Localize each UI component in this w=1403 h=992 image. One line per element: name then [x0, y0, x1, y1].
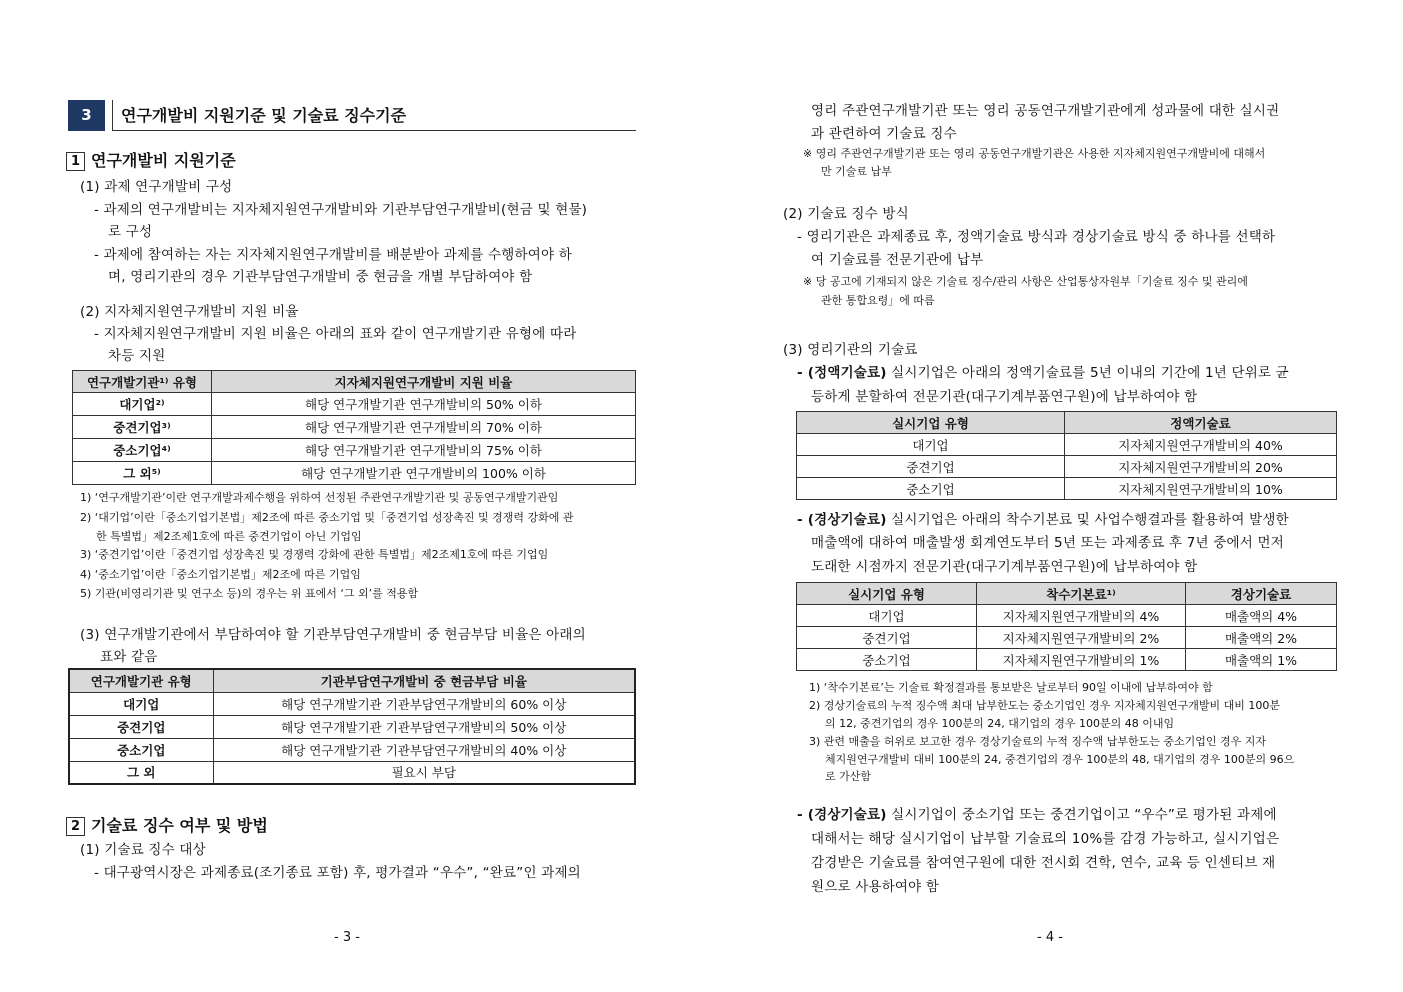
- p1-heading: (1) 과제 연구개발비 구성: [80, 179, 233, 195]
- table-cell: 해당 연구개발기관 연구개발비의 75% 이하: [212, 439, 636, 462]
- table-header: 지자체지원연구개발비 지원 비율: [212, 371, 636, 393]
- p3-line-2: 표와 같음: [100, 649, 158, 665]
- note: 관한 통합요령」에 따름: [821, 294, 935, 307]
- r-p5-line-2: 대해서는 해당 실시기업이 납부할 기술료의 10%를 감경 가능하고, 실시기업은: [811, 831, 1280, 847]
- cont-line-2: 과 관련하여 기술료 징수: [811, 126, 957, 142]
- table-cell: 그 외⁵⁾: [73, 462, 212, 485]
- table-header: 정액기술료: [1065, 412, 1337, 434]
- table-cell: 해당 연구개발기관 기관부담연구개발비의 50% 이상: [213, 715, 635, 738]
- r-p5-line-1: [797, 803, 1277, 823]
- table-cell: 대기업: [797, 605, 977, 627]
- running-royalty-label: - (경상기술료): [797, 512, 887, 528]
- table-cell: 매출액의 2%: [1186, 627, 1337, 649]
- note: ※ 영리 주관연구개발기관 또는 영리 공동연구개발기관은 사용한 지자체지원연구개발비에 대해서: [803, 147, 1266, 160]
- table-cell: 해당 연구개발기관 기관부담연구개발비의 40% 이상: [213, 738, 635, 761]
- table-cell: 지자체지원연구개발비의 20%: [1065, 456, 1337, 478]
- table-cell: 해당 연구개발기관 연구개발비의 70% 이하: [212, 416, 636, 439]
- table-cell: 중소기업: [797, 478, 1065, 500]
- page-number: - 4 -: [1037, 930, 1063, 945]
- table-header: 착수기본료¹⁾: [977, 583, 1186, 605]
- table-cell: 중소기업: [69, 738, 213, 761]
- heading-2: [66, 813, 268, 836]
- table-cell: 중소기업: [797, 649, 977, 671]
- footnote: 2) 경상기술료의 누적 징수액 최대 납부한도는 중소기업인 경우 지자체지원연구개발비 대비 100분: [809, 699, 1281, 712]
- r-p3-line-1-rest: 실시기업은 아래의 정액기술료를 5년 이내의 기간에 1년 단위로 균: [886, 365, 1289, 381]
- r-p2-heading: (2) 기술료 징수 방식: [783, 206, 909, 222]
- table-cell: 필요시 부담: [213, 761, 635, 784]
- table-header: 경상기술료: [1186, 583, 1337, 605]
- r-p2-line-2: 여 기술료를 전문기관에 납부: [811, 252, 984, 268]
- note: ※ 당 공고에 기재되지 않은 기술료 징수/관리 사항은 산업통상자원부「기술료 징수 및 관리에: [803, 275, 1248, 288]
- r-p2-line-1: - 영리기관은 과제종료 후, 정액기술료 방식과 경상기술료 방식 중 하나를 선택하: [797, 229, 1276, 245]
- heading-1: [66, 148, 236, 171]
- footnote: 1) ‘연구개발기관’이란 연구개발과제수행을 위하여 선정된 주관연구개발기관 및 공동연구개발기관임: [80, 491, 559, 504]
- r-p3-line-2: 등하게 분할하여 전문기관(대구기계부품연구원)에 납부하여야 함: [811, 389, 1198, 405]
- r-p3-line-1: [797, 361, 1289, 381]
- table-header: 실시기업 유형: [797, 412, 1065, 434]
- footnote: 로 가산함: [825, 770, 872, 783]
- cont-line-1: 영리 주관연구개발기관 또는 영리 공동연구개발기관에게 성과물에 대한 실시권: [811, 103, 1280, 119]
- section-title: 연구개발비 지원기준 및 기술료 징수기준: [112, 100, 636, 131]
- p1-line-4: 며, 영리기관의 경우 기관부담연구개발비 중 현금을 개별 부담하여야 함: [108, 269, 533, 285]
- table-cell: 지자체지원연구개발비의 40%: [1065, 434, 1337, 456]
- footnote: 2) ‘대기업’이란「중소기업기본법」제2조에 따른 중소기업 및「중견기업 성장촉진 및 경쟁력 강화에 관: [80, 511, 574, 524]
- p4-heading: (1) 기술료 징수 대상: [80, 842, 206, 858]
- p2-line-2: 차등 지원: [108, 348, 166, 364]
- table-cell: 그 외: [69, 761, 213, 784]
- table-cell: 해당 연구개발기관 연구개발비의 100% 이하: [212, 462, 636, 485]
- note: 만 기술료 납부: [821, 165, 892, 178]
- table-cell: 중견기업: [797, 627, 977, 649]
- cash-ratio-table: [68, 668, 636, 785]
- p3-line-1: (3) 연구개발기관에서 부담하여야 할 기관부담연구개발비 중 현금부담 비율은 아래의: [80, 627, 586, 643]
- table-cell: 중견기업: [797, 456, 1065, 478]
- table-cell: 중견기업³⁾: [73, 416, 212, 439]
- table-cell: 대기업: [797, 434, 1065, 456]
- table-header: 연구개발기관 유형: [69, 669, 213, 692]
- table-cell: 대기업: [69, 692, 213, 715]
- table-cell: 해당 연구개발기관 연구개발비의 50% 이하: [212, 393, 636, 416]
- footnote: 4) ‘중소기업’이란「중소기업기본법」제2조에 따른 기업임: [80, 568, 361, 581]
- table-cell: 지자체지원연구개발비의 1%: [977, 649, 1186, 671]
- r-p3-heading: (3) 영리기관의 기술료: [783, 342, 918, 358]
- r-p5-line-3: 감경받은 기술료를 참여연구원에 대한 전시회 견학, 연수, 교육 등 인센티브 재: [811, 855, 1276, 871]
- footnote: 1) ‘착수기본료’는 기술료 확정결과를 통보받은 날로부터 90일 이내에 납부하여야 함: [809, 681, 1213, 694]
- table-cell: 지자체지원연구개발비의 10%: [1065, 478, 1337, 500]
- running-royalty-label-2: - (경상기술료): [797, 807, 887, 823]
- table-cell: 지자체지원연구개발비의 2%: [977, 627, 1186, 649]
- footnote: 5) 기관(비영리기관 및 연구소 등)의 경우는 위 표에서 ‘그 외’를 적용함: [80, 587, 419, 600]
- p1-line-1: - 과제의 연구개발비는 지자체지원연구개발비와 기관부담연구개발비(현금 및 현물): [94, 202, 588, 218]
- footnote: 3) ‘중견기업’이란「중견기업 성장촉진 및 경쟁력 강화에 관한 특별법」제2조제1호에 따른 기업임: [80, 548, 549, 561]
- p1-line-2: 로 구성: [108, 224, 153, 240]
- heading-2-number: 2: [66, 817, 85, 836]
- table-cell: 매출액의 4%: [1186, 605, 1337, 627]
- footnote: 3) 관련 매출을 허위로 보고한 경우 경상기술료의 누적 징수액 납부한도는 중소기업인 경우 지자: [809, 735, 1267, 748]
- fixed-royalty-label: - (정액기술료): [797, 365, 887, 381]
- heading-2-title: 기술료 징수 여부 및 방법: [91, 816, 268, 835]
- r-p4-line-1-rest: 실시기업은 아래의 착수기본료 및 사업수행결과를 활용하여 발생한: [886, 512, 1289, 528]
- r-p5-line-4: 원으로 사용하여야 함: [811, 879, 940, 895]
- p1-line-3: - 과제에 참여하는 자는 지자체지원연구개발비를 배분받아 과제를 수행하여야 하: [94, 247, 572, 263]
- p2-line-1: - 지자체지원연구개발비 지원 비율은 아래의 표와 같이 연구개발기관 유형에 따라: [94, 326, 577, 342]
- r-p4-line-3: 도래한 시점까지 전문기관(대구기계부품연구원)에 납부하여야 함: [811, 559, 1198, 575]
- support-ratio-table: [72, 370, 636, 485]
- table-cell: 매출액의 1%: [1186, 649, 1337, 671]
- heading-1-title: 연구개발비 지원기준: [91, 151, 236, 170]
- footnote: 의 12, 중견기업의 경우 100분의 24, 대기업의 경우 100분의 48 이내임: [825, 717, 1175, 730]
- r-p5-line-1-rest: 실시기업이 중소기업 또는 중견기업이고 “우수”로 평가된 과제에: [886, 807, 1277, 823]
- fixed-royalty-table: [796, 411, 1337, 500]
- section-number: 3: [68, 100, 105, 131]
- table-header: 기관부담연구개발비 중 현금부담 비율: [213, 669, 635, 692]
- running-royalty-table: [796, 582, 1337, 671]
- r-p4-line-1: [797, 508, 1289, 528]
- page-number: - 3 -: [334, 930, 360, 945]
- footnote: 한 특별법」제2조제1호에 따른 중견기업이 아닌 기업임: [96, 530, 362, 543]
- table-cell: 대기업²⁾: [73, 393, 212, 416]
- r-p4-line-2: 매출액에 대하여 매출발생 회계연도부터 5년 또는 과제종료 후 7년 중에서 먼저: [811, 535, 1284, 551]
- table-header: 실시기업 유형: [797, 583, 977, 605]
- table-cell: 해당 연구개발기관 기관부담연구개발비의 60% 이상: [213, 692, 635, 715]
- heading-1-number: 1: [66, 152, 85, 171]
- table-cell: 중소기업⁴⁾: [73, 439, 212, 462]
- table-cell: 지자체지원연구개발비의 4%: [977, 605, 1186, 627]
- table-header: 연구개발기관¹⁾ 유형: [73, 371, 212, 393]
- footnote: 체지원연구개발비 대비 100분의 24, 중견기업의 경우 100분의 48, 대기업의 경우 100분의 96으: [825, 753, 1295, 766]
- p4-line-1: - 대구광역시장은 과제종료(조기종료 포함) 후, 평가결과 “우수”, “완료”인 과제의: [94, 865, 581, 881]
- p2-heading: (2) 지자체지원연구개발비 지원 비율: [80, 304, 299, 320]
- table-cell: 중견기업: [69, 715, 213, 738]
